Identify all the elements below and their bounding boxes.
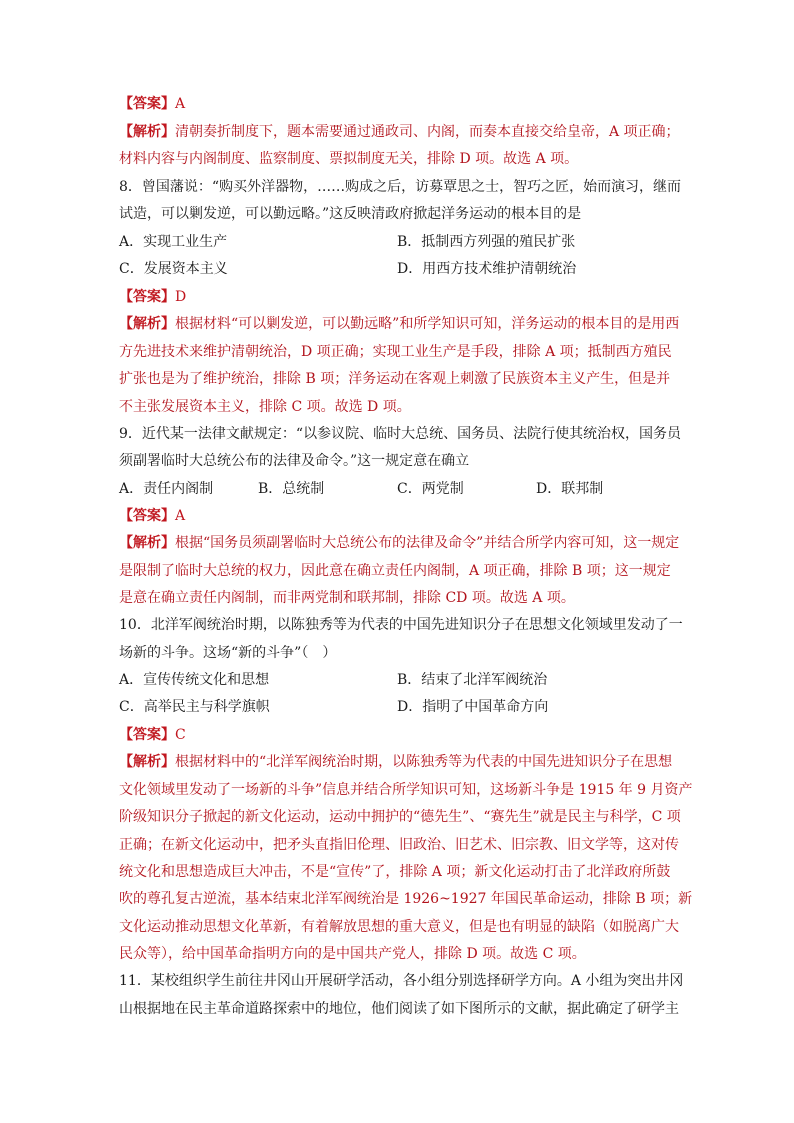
explanation-line bbox=[119, 533, 679, 553]
explanation-text: 清朝奏折制度下，题本需要通过通政司、内阁，而奏本直接交给皇帝，A 项正确； bbox=[175, 124, 680, 140]
option-b: B．结束了北洋军阀统治 bbox=[397, 672, 548, 688]
answer-label: 【答案】 bbox=[119, 96, 175, 112]
answer-value: A bbox=[175, 96, 186, 112]
answer-value: A bbox=[175, 508, 186, 524]
explanation-text: 阶级知识分子掀起的新文化运动，运动中拥护的“德先生”、“赛先生”就是民主与科学，C 项 bbox=[119, 809, 681, 825]
explanation-text: 材料内容与内阁制度、监察制度、票拟制度无关，排除 D 项。故选 A 项。 bbox=[119, 151, 579, 167]
explanation-text: 正确；在新文化运动中，把矛头直指旧伦理、旧政治、旧艺术、旧宗教、旧文学等，这对传 bbox=[119, 837, 679, 853]
explanation-label: 【解析】 bbox=[119, 754, 175, 770]
option-a: A．实现工业生产 bbox=[119, 234, 228, 250]
explanation-text: 民众等），给中国革命指明方向的是中国共产党人，排除 D 项。故选 C 项。 bbox=[119, 946, 586, 962]
explanation-text: 文化领域里发动了一场新的斗争”信息并结合所学知识可知，这场新斗争是 1915 年 9 月资产 bbox=[119, 782, 693, 798]
question-stem: 8．曾国藩说：“购买外洋器物，……购成之后，访募覃思之士，智巧之匠，始而演习，继而 bbox=[119, 179, 682, 195]
explanation-text: 是限制了临时大总统的权力，因此意在确立责任内阁制，A 项正确，排除 B 项；这一规定 bbox=[119, 563, 671, 579]
answer-label: 【答案】 bbox=[119, 289, 175, 305]
explanation-label: 【解析】 bbox=[119, 535, 175, 551]
explanation-text: 吹的尊孔复古逆流，基本结束北洋军阀统治是 1926~1927 年国民革命运动，排除 B 项；新 bbox=[119, 891, 693, 907]
explanation-text: 根据材料“可以剿发逆，可以勤远略”和所学知识可知，洋务运动的根本目的是用西 bbox=[175, 316, 680, 332]
answer-value: D bbox=[175, 289, 187, 305]
question-stem: 9．近代某一法律文献规定：“以参议院、临时大总统、国务员、法院行使其统治权，国务员 bbox=[119, 426, 682, 442]
explanation-label: 【解析】 bbox=[119, 124, 175, 140]
option-d: D．用西方技术维护清朝统治 bbox=[397, 261, 577, 277]
explanation-text: 文化运动推动思想文化革新，有着解放思想的重大意义，但是也有明显的缺陷（如脱离广大 bbox=[119, 919, 679, 935]
option-a: A．宣传传统文化和思想 bbox=[119, 672, 270, 688]
answer-value: C bbox=[175, 727, 186, 743]
option-d: D．联邦制 bbox=[536, 481, 604, 497]
explanation-line bbox=[119, 314, 679, 334]
answer-line bbox=[119, 725, 186, 745]
explanation-text: 方先进技术来维护清朝统治，D 项正确；实现工业生产是手段，排除 A 项；抵制西方殖民 bbox=[119, 344, 672, 360]
question-stem: 10．北洋军阀统治时期，以陈独秀等为代表的中国先进知识分子在思想文化领域里发动了一 bbox=[119, 617, 683, 633]
option-c: C．两党制 bbox=[397, 481, 464, 497]
explanation-text: 不主张发展资本主义，排除 C 项。故选 D 项。 bbox=[119, 399, 411, 415]
question-stem: 11．某校组织学生前往井冈山开展研学活动，各小组分别选择研学方向。A 小组为突出井冈 bbox=[119, 973, 684, 989]
question-stem: 场新的斗争。这场“新的斗争”（ ） bbox=[119, 645, 337, 661]
answer-label: 【答案】 bbox=[119, 727, 175, 743]
explanation-text: 统文化和思想造成巨大冲击，不是“宣传”了，排除 A 项；新文化运动打击了北洋政府所鼓 bbox=[119, 864, 671, 880]
option-c: C．发展资本主义 bbox=[119, 261, 228, 277]
explanation-text: 根据“国务员须副署临时大总统公布的法律及命令”并结合所学内容可知，这一规定 bbox=[175, 535, 680, 551]
answer-line bbox=[119, 506, 185, 526]
option-b: B．抵制西方列强的殖民扩张 bbox=[397, 234, 576, 250]
explanation-text: 扩张也是为了维护统治，排除 B 项；洋务运动在客观上刺激了民族资本主义产生，但是并 bbox=[119, 371, 671, 387]
question-stem: 山根据地在民主革命道路探索中的地位，他们阅读了如下图所示的文献，据此确定了研学主 bbox=[119, 1001, 679, 1017]
explanation-label: 【解析】 bbox=[119, 316, 175, 332]
explanation-line bbox=[119, 122, 680, 142]
option-a: A．责任内阁制 bbox=[119, 481, 214, 497]
option-c: C．高举民主与科学旗帜 bbox=[119, 699, 270, 715]
option-b: B．总统制 bbox=[258, 481, 325, 497]
answer-label: 【答案】 bbox=[119, 508, 175, 524]
option-d: D．指明了中国革命方向 bbox=[397, 699, 549, 715]
question-stem: 须副署临时大总统公布的法律及命令。”这一规定意在确立 bbox=[119, 453, 470, 469]
answer-line bbox=[119, 287, 186, 307]
question-stem: 试造，可以剿发逆，可以勤远略。”这反映清政府掀起洋务运动的根本目的是 bbox=[119, 206, 582, 222]
explanation-text: 根据材料中的“北洋军阀统治时期，以陈独秀等为代表的中国先进知识分子在思想 bbox=[175, 754, 673, 770]
answer-line bbox=[119, 94, 185, 114]
explanation-text: 是意在确立责任内阁制，而非两党制和联邦制，排除 CD 项。故选 A 项。 bbox=[119, 590, 575, 606]
explanation-line bbox=[119, 752, 672, 772]
